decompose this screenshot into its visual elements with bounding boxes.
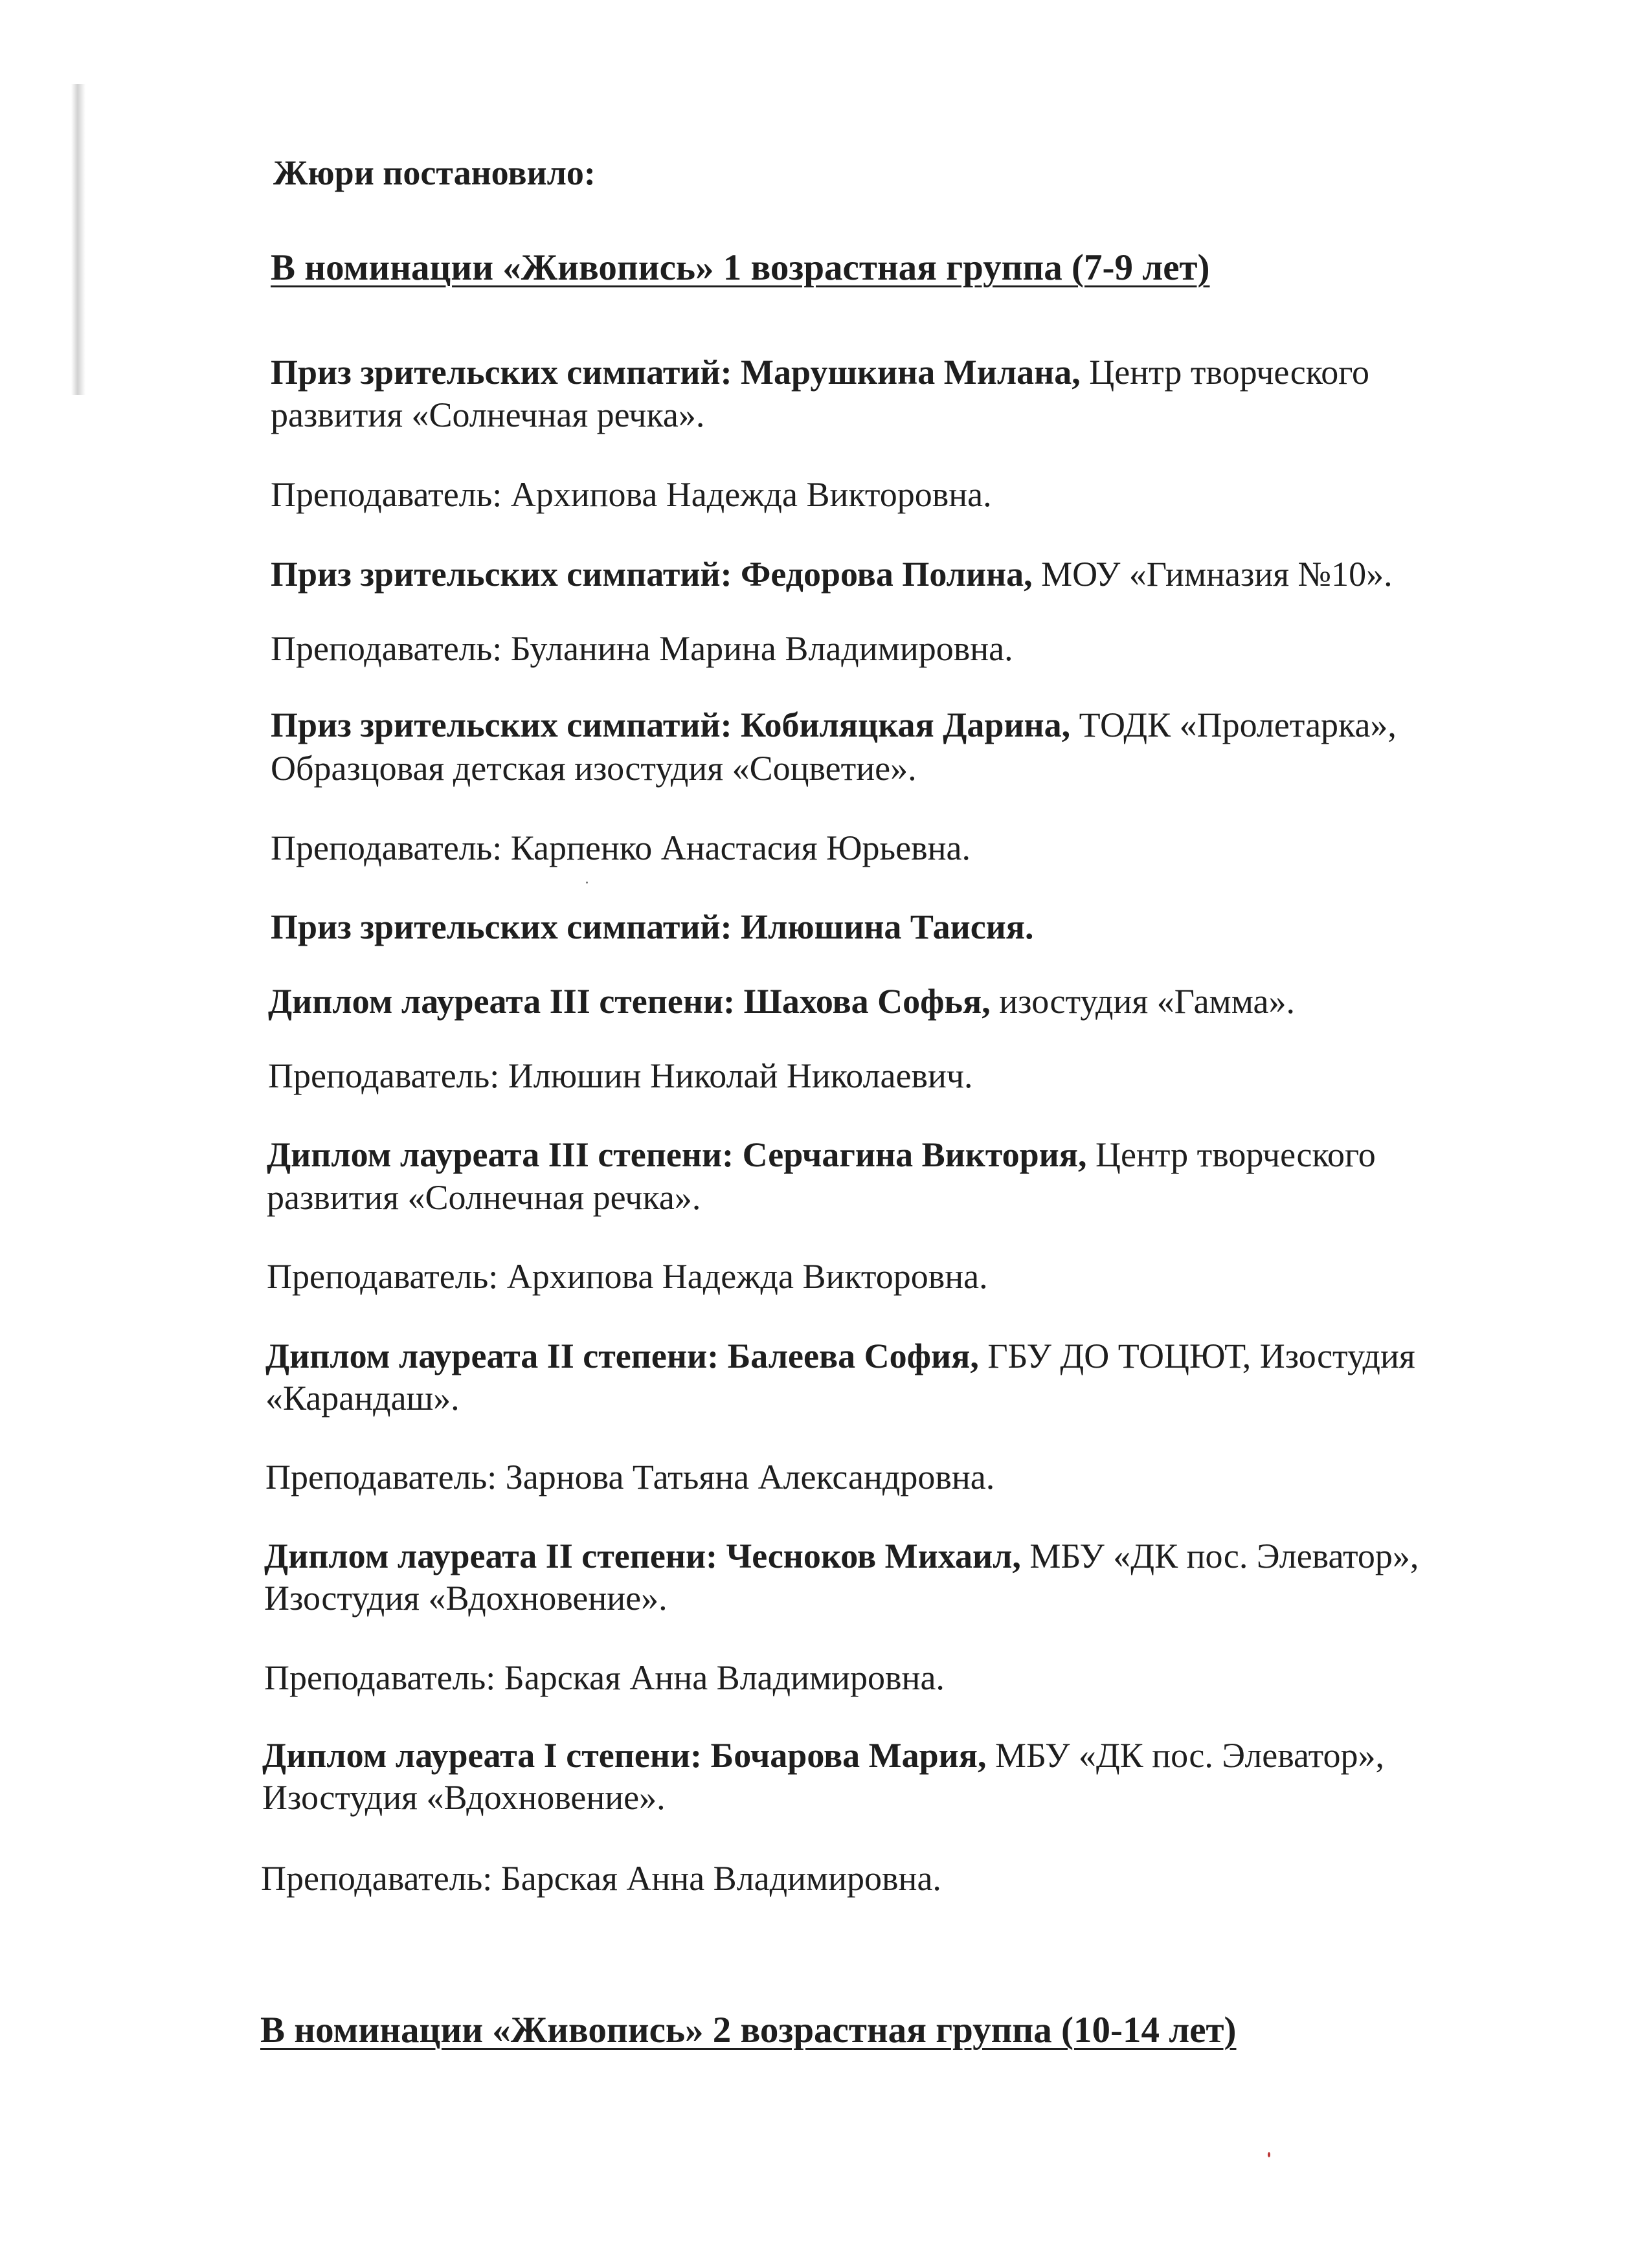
teacher-name: Барская Анна Владимировна. (504, 1658, 945, 1697)
entry-8-line-2: Изостудия «Вдохновение». (264, 1579, 668, 1618)
teacher-name: Зарнова Татьяна Александровна. (505, 1458, 995, 1496)
teacher-label: Преподаватель: (271, 828, 502, 867)
teacher-label: Преподаватель: (261, 1859, 493, 1898)
entry-2-line-1 (271, 553, 1393, 595)
entry-3-line-1 (271, 704, 1397, 746)
entry-9-line-1 (262, 1735, 1384, 1776)
entry-5-teacher (268, 1055, 973, 1096)
entry-1-line-1 (271, 351, 1369, 393)
intro-text: Жюри постановило: (273, 153, 596, 192)
entry-3-line-2: Образцовая детская изостудия «Соцветие». (271, 749, 917, 788)
teacher-name: Архипова Надежда Викторовна. (510, 475, 992, 514)
winner-name: Балеева София, (727, 1337, 979, 1375)
section-1-heading: В номинации «Живопись» 1 возрастная группа (7-9 лет) (271, 247, 1210, 288)
teacher-label: Преподаватель: (267, 1257, 499, 1296)
winner-name: Кобиляцкая Дарина, (741, 706, 1071, 744)
award-label: Приз зрительских симпатий: (271, 907, 732, 946)
section-2-heading: В номинации «Живопись» 2 возрастная группа (10-14 лет) (260, 2010, 1237, 2051)
organization: МБУ «ДК пос. Элеватор», (1029, 1537, 1419, 1575)
entry-1-teacher (271, 474, 992, 515)
organization: ГБУ ДО ТОЦЮТ, Изостудия (987, 1337, 1415, 1375)
teacher-label: Преподаватель: (271, 475, 502, 514)
award-label: Диплом лауреата III степени: (267, 1135, 734, 1174)
teacher-label: Преподаватель: (268, 1056, 500, 1095)
organization: изостудия «Гамма». (999, 982, 1295, 1021)
entry-3-teacher (271, 827, 971, 869)
winner-name: Илюшина Таисия. (741, 907, 1034, 946)
entry-4-line-1 (271, 906, 1034, 948)
entry-9-line-2: Изостудия «Вдохновение». (262, 1778, 666, 1817)
organization: Центр творческого (1095, 1135, 1376, 1174)
award-label: Диплом лауреата II степени: (265, 1337, 719, 1375)
entry-6-line-2: развития «Солнечная речка». (267, 1178, 701, 1217)
entry-5-line-1 (268, 981, 1295, 1022)
organization: МБУ «ДК пос. Элеватор», (994, 1736, 1384, 1775)
winner-name: Чесноков Михаил, (726, 1537, 1021, 1575)
award-label: Приз зрительских симпатий: (271, 555, 732, 594)
entry-6-line-1 (267, 1134, 1376, 1175)
organization: Центр творческого (1089, 353, 1370, 392)
organization: ТОДК «Пролетарка», (1079, 706, 1397, 744)
entry-7-line-1 (265, 1335, 1415, 1377)
teacher-label: Преподаватель: (271, 629, 502, 668)
award-label: Диплом лауреата III степени: (268, 982, 736, 1021)
scan-speck (1268, 2152, 1270, 2157)
winner-name: Марушкина Милана, (741, 353, 1081, 392)
entry-2-teacher (271, 628, 1013, 669)
entry-8-teacher (264, 1657, 945, 1698)
entry-6-teacher (267, 1256, 988, 1297)
entry-1-line-2: развития «Солнечная речка». (271, 395, 705, 434)
award-label: Диплом лауреата II степени: (264, 1537, 718, 1575)
winner-name: Бочарова Мария, (710, 1736, 987, 1775)
winner-name: Федорова Полина, (741, 555, 1033, 594)
entry-9-teacher (261, 1858, 941, 1899)
entry-7-teacher (265, 1456, 994, 1498)
teacher-name: Архипова Надежда Викторовна. (506, 1257, 988, 1296)
organization: МОУ «Гимназия №10». (1041, 555, 1393, 594)
scan-speck (586, 882, 588, 884)
scan-edge-shadow (71, 84, 85, 395)
teacher-name: Буланина Марина Владимировна. (510, 629, 1013, 668)
teacher-name: Карпенко Анастасия Юрьевна. (510, 828, 971, 867)
teacher-label: Преподаватель: (264, 1658, 496, 1697)
teacher-name: Илюшин Николай Николаевич. (508, 1056, 973, 1095)
award-label: Приз зрительских симпатий: (271, 353, 732, 392)
teacher-label: Преподаватель: (265, 1458, 497, 1496)
teacher-name: Барская Анна Владимировна. (500, 1859, 941, 1898)
award-label: Диплом лауреата I степени: (262, 1736, 702, 1775)
winner-name: Серчагина Виктория, (742, 1135, 1087, 1174)
entry-7-line-2: «Карандаш». (265, 1379, 460, 1418)
award-label: Приз зрительских симпатий: (271, 706, 732, 744)
winner-name: Шахова Софья, (743, 982, 991, 1021)
entry-8-line-1 (264, 1535, 1419, 1577)
